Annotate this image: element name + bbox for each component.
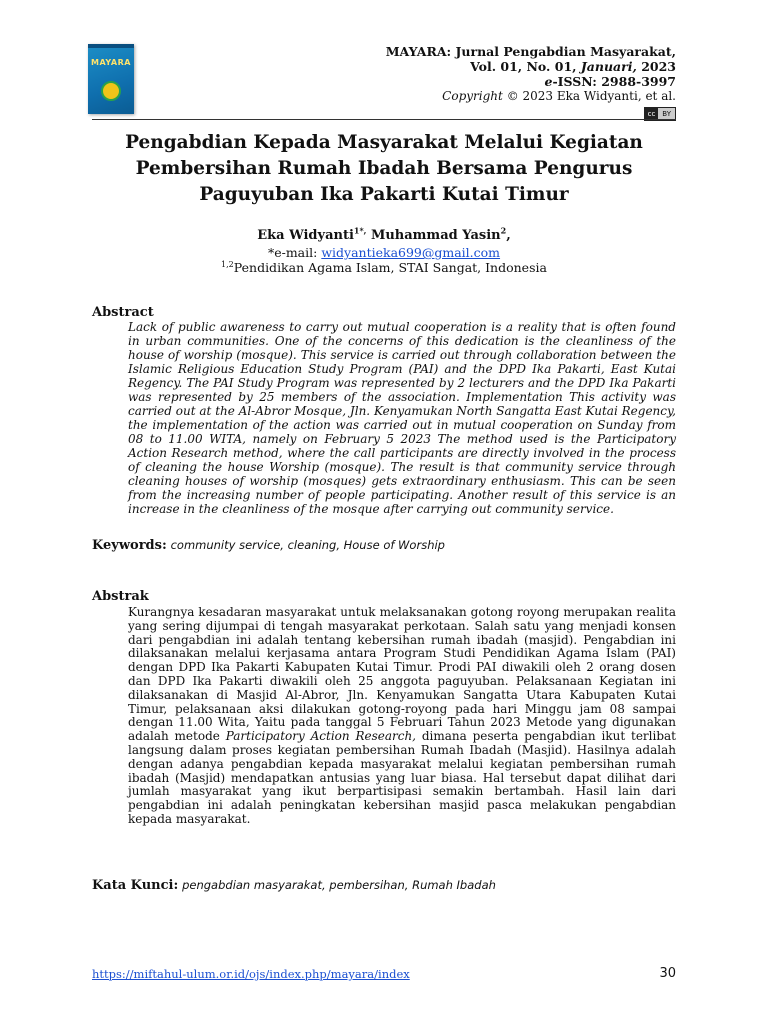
journal-name: MAYARA: Jurnal Pengabdian Masyarakat, [385,44,676,59]
author-1-sup: 1*, [353,225,367,236]
journal-cover-image [88,44,134,114]
email-label: *e-mail: [267,245,322,260]
copyright-line [386,89,676,104]
affiliation-sup: 1,2 [221,259,234,269]
keywords-value: community service, cleaning, House of Worship [170,538,445,552]
email-link[interactable]: widyantieka699@gmail.com [321,245,501,260]
author-list [92,225,676,243]
author-list-trailing: , [506,228,511,243]
header-divider [92,119,676,120]
by-icon: BY [658,108,675,120]
affiliation-text: Pendidikan Agama Islam, STAI Sangat, Indonesia [233,260,547,275]
keywords-line [92,538,676,553]
author-2: Muhammad Yasin [366,228,501,243]
kata-kunci-value: pengabdian masyarakat, pembersihan, Rumah Ibadah [182,878,496,892]
journal-url-link[interactable]: https://miftahul-ulum.or.id/ojs/index.php/mayara/index [92,967,410,981]
affiliation [92,260,676,275]
corresponding-email [92,245,676,260]
cover-emblem-icon [101,81,121,101]
copyright-label: Copyright [442,89,503,103]
kata-kunci-label: Kata Kunci: [92,878,179,893]
journal-year: 2023 [641,59,676,74]
abstrak-body-part1: Kurangnya kesadaran masyarakat untuk melaksanakan gotong royong merupakan realita yang sering dijumpai di tengah masyarakat perkotaan. Salah satu yang menjadi konsen dari pengabdian ini adalah tentang kebersihan rumah ibadah (masjid). Pengabdian ini dilaksanakan melalui kerjasama antara Program Studi Pendidikan Agama Islam (PAI) dengan DPD Ika Pakarti Kabupaten Kutai Timur. Prodi PAI diwakili oleh 2 orang dosen dan DPD Ika Pakarti diwakili oleh 25 anggota paguyuban. Pelaksanaan Kegiatan ini dilaksanakan di Masjid Al-Abror, Jln. Kenyamukan Sangatta Utara Kabupaten Kutai Timur, pelaksanaan aksi dilakukan gotong-royong pada hari Minggu jam 08 sampai dengan 11.00 Wita, Yaitu pada tanggal 5 Februari Tahun 2023 Metode yang digunakan adalah metode [128,605,676,744]
cover-title: MAYARA [91,58,131,67]
author-2-sup: 2 [500,225,507,236]
keywords-label: Keywords: [92,538,167,553]
journal-volume-line [386,59,676,74]
copyright-text: © 2023 Eka Widyanti, et al. [506,89,676,103]
abstrak-body-part2: dimana peserta pengabdian ikut terlibat langsung dalam proses kegiatan pembersihan Rumah Ibadah (Masjid). Hasilnya adalah dengan adanya pengabdian kepada masyarakat melalui kegiatan pembersihan rumah ibadah (Masjid) mendapatkan antusias yang luar biasa. Hal tersebut dapat dilihat dari jumlah masyarakat yang ikut berpartisipasi semakin bertambah. Hasil lain dari pengabdian ini adalah peningkatan kebersihan masjid pasca melakukan pengabdian kepada masyarakat. [128,729,676,826]
abstract-heading: Abstract [92,305,154,320]
abstrak-heading: Abstrak [92,589,149,604]
journal-month: Januari, [580,59,637,74]
abstrak-body-italic: Participatory Action Research, [225,729,416,744]
cc-icon: cc [645,108,659,120]
cover-top-band [88,44,134,48]
page-number: 30 [659,966,676,981]
journal-issn [386,74,676,89]
abstrak-body [128,606,676,827]
kata-kunci-line [92,878,676,893]
journal-header [386,44,676,121]
journal-volume: Vol. 01, No. 01, [470,59,577,74]
issn-prefix: e [544,74,553,89]
issn-number: -ISSN: 2988-3997 [552,74,676,89]
abstract-body: Lack of public awareness to carry out mutual cooperation is a reality that is often found in urban communities. One of the concerns of this dedication is the cleanliness of the house of worship (mosque). This service is carried out through collaboration between the Islamic Religious Education Study Program (PAI) and the DPD Ika Pakarti, East Kutai Regency. The PAI Study Program was represented by 2 lecturers and the DPD Ika Pakarti was represented by 25 members of the association. Implementation This activity was carried out at the Al-Abror Mosque, Jln. Kenyamukan North Sangatta East Kutai Regency, the implementation of the action was carried out in mutual cooperation on Sunday from 08 to 11.00 WITA, namely on February 5 2023 The method used is the Participatory Action Research method, where the call participants are directly involved in the process of cleaning the house Worship (mosque). The result is that community service through cleaning houses of worship (mosques) gets extraordinary enthusiasm. This can be seen from the increasing number of people participating. Another result of this service is an increase in the cleanliness of the mosque after carrying out community service. [128,320,676,516]
author-1: Eka Widyanti [257,228,354,243]
article-title: Pengabdian Kepada Masyarakat Melalui Kegiatan Pembersihan Rumah Ibadah Bersama Pengurus Paguyuban Ika Pakarti Kutai Timur [125,132,643,205]
